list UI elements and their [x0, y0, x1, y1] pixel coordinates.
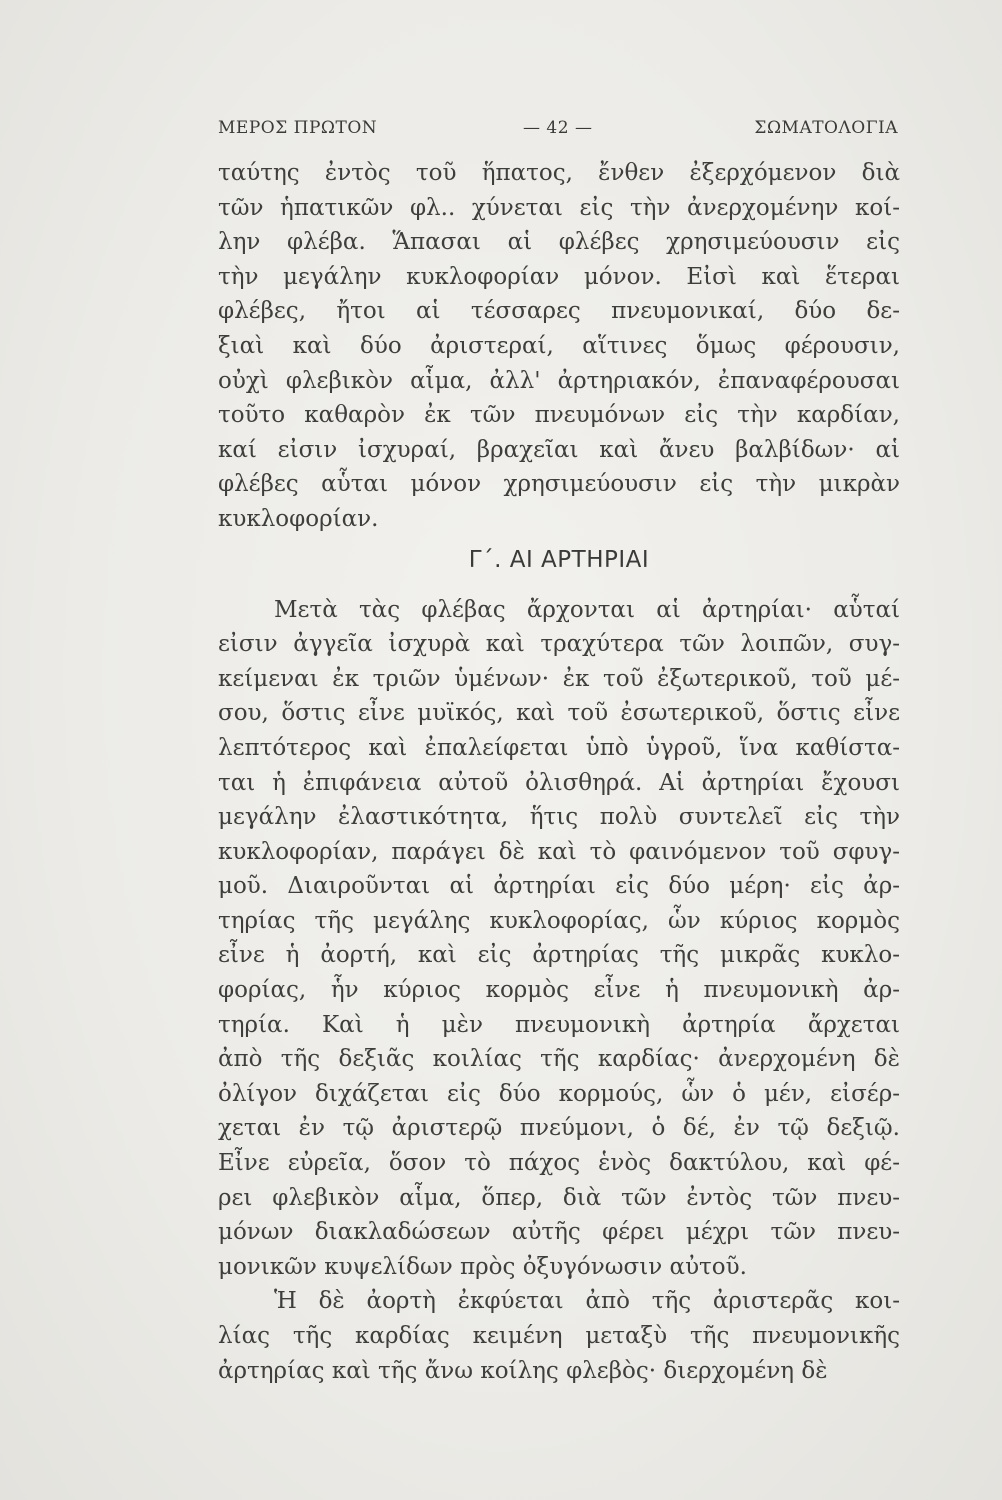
- text-line: κείμεναι ἐκ τριῶν ὑμένων· ἐκ τοῦ ἐξωτερικοῦ, τοῦ μέ-: [218, 665, 900, 692]
- text-line: καί εἰσιν ἰσχυραί, βραχεῖαι καὶ ἄνευ βαλβίδων· αἱ: [218, 436, 900, 463]
- running-head: [218, 114, 898, 144]
- text-line: ξιαὶ καὶ δύο ἀριστεραί, αἵτινες ὅμως φέρουσιν,: [218, 332, 900, 359]
- text-line: τῶν ἡπατικῶν φλ.. χύνεται εἰς τὴν ἀνερχομένην κοί-: [218, 194, 900, 221]
- text-line: κυκλοφορίαν.: [218, 505, 379, 532]
- text-line: τοῦτο καθαρὸν ἐκ τῶν πνευμόνων εἰς τὴν καρδίαν,: [218, 402, 900, 429]
- text-line: Ἡ δὲ ἀορτὴ ἐκφύεται ἀπὸ τῆς ἀριστερᾶς κοι-: [274, 1288, 900, 1315]
- paragraph-aorta: [218, 1284, 900, 1388]
- text-line: λεπτότερος καὶ ἐπαλείφεται ὑπὸ ὑγροῦ, ἵνα καθίστα-: [218, 734, 900, 761]
- text-line: εἰσιν ἀγγεῖα ἰσχυρὰ καὶ τραχύτερα τῶν λοιπῶν, συγ-: [218, 631, 900, 658]
- paragraph-veins: [218, 156, 900, 537]
- text-line: φλέβες αὗται μόνον χρησιμεύουσιν εἰς τὴν μικρὰν: [218, 471, 900, 498]
- text-line: κυκλοφορίαν, παράγει δὲ καὶ τὸ φαινόμενον τοῦ σφυγ-: [218, 838, 900, 865]
- text-line: Μετὰ τὰς φλέβας ἄρχονται αἱ ἀρτηρίαι· αὗταί: [274, 596, 900, 623]
- paragraph-arteries: [218, 593, 900, 1285]
- section-heading-arteries: Γ΄. ΑΙ ΑΡΤΗΡΙΑΙ: [468, 546, 650, 573]
- text-line: ὀλίγον διχάζεται εἰς δύο κορμούς, ὧν ὁ μέν, εἰσέρ-: [218, 1080, 900, 1107]
- body-text: [218, 156, 900, 1388]
- text-line: λην φλέβα. Ἅπασαι αἱ φλέβες χρησιμεύουσιν εἰς: [218, 229, 900, 256]
- page-number: — 42 —: [523, 118, 593, 138]
- running-head-part-title: ΜΕΡΟΣ ΠΡΩΤΟΝ: [218, 118, 378, 138]
- text-line: ἀπὸ τῆς δεξιᾶς κοιλίας τῆς καρδίας· ἀνερχομένη δὲ: [218, 1046, 900, 1073]
- text-line: σου, ὅστις εἶνε μυϊκός, καὶ τοῦ ἐσωτερικοῦ, ὅστις εἶνε: [218, 700, 900, 727]
- text-line: φορίας, ἧν κύριος κορμὸς εἶνε ἡ πνευμονικὴ ἀρ-: [218, 977, 900, 1004]
- text-line: μόνων διακλαδώσεων αὐτῆς φέρει μέχρι τῶν πνευ-: [218, 1219, 900, 1246]
- text-line: ἀρτηρίας καὶ τῆς ἄνω κοίλης φλεβὸς· διερχομένη δὲ: [218, 1357, 828, 1384]
- text-line: φλέβες, ἤτοι αἱ τέσσαρες πνευμονικαί, δύο δε-: [218, 298, 900, 325]
- text-line: ται ἡ ἐπιφάνεια αὐτοῦ ὀλισθηρά. Αἱ ἀρτηρίαι ἔχουσι: [218, 769, 900, 796]
- text-line: μεγάλην ἐλαστικότητα, ἥτις πολὺ συντελεῖ εἰς τὴν: [218, 804, 900, 831]
- text-line: εἶνε ἡ ἀορτή, καὶ εἰς ἀρτηρίας τῆς μικρᾶς κυκλο-: [218, 942, 900, 969]
- text-line: λίας τῆς καρδίας κειμένη μεταξὺ τῆς πνευμονικῆς: [218, 1323, 900, 1349]
- text-line: τηρία. Καὶ ἡ μὲν πνευμονικὴ ἀρτηρία ἄρχεται: [218, 1011, 900, 1038]
- text-line: μοῦ. Διαιροῦνται αἱ ἀρτηρίαι εἰς δύο μέρη· εἰς ἀρ-: [218, 873, 900, 900]
- text-line: τὴν μεγάλην κυκλοφορίαν μόνον. Εἰσὶ καὶ ἕτεραι: [218, 263, 900, 290]
- text-line: οὐχὶ φλεβικὸν αἷμα, ἀλλ' ἀρτηριακόν, ἐπαναφέρουσαι: [218, 367, 900, 394]
- text-line: Εἶνε εὐρεῖα, ὅσον τὸ πάχος ἑνὸς δακτύλου, καὶ φέ-: [218, 1150, 900, 1177]
- text-line: ταύτης ἐντὸς τοῦ ἥπατος, ἔνθεν ἐξερχόμενον διὰ: [218, 160, 900, 186]
- running-head-section-title: ΣΩΜΑΤΟΛΟΓΙΑ: [754, 118, 898, 138]
- text-line: μονικῶν κυψελίδων πρὸς ὀξυγόνωσιν αὐτοῦ.: [218, 1253, 747, 1280]
- text-line: χεται ἐν τῷ ἀριστερῷ πνεύμονι, ὁ δέ, ἐν τῷ δεξιῷ.: [218, 1115, 900, 1142]
- text-line: τηρίας τῆς μεγάλης κυκλοφορίας, ὧν κύριος κορμὸς: [218, 907, 900, 934]
- text-line: ρει φλεβικὸν αἷμα, ὅπερ, διὰ τῶν ἐντὸς τῶν πνευ-: [218, 1184, 900, 1211]
